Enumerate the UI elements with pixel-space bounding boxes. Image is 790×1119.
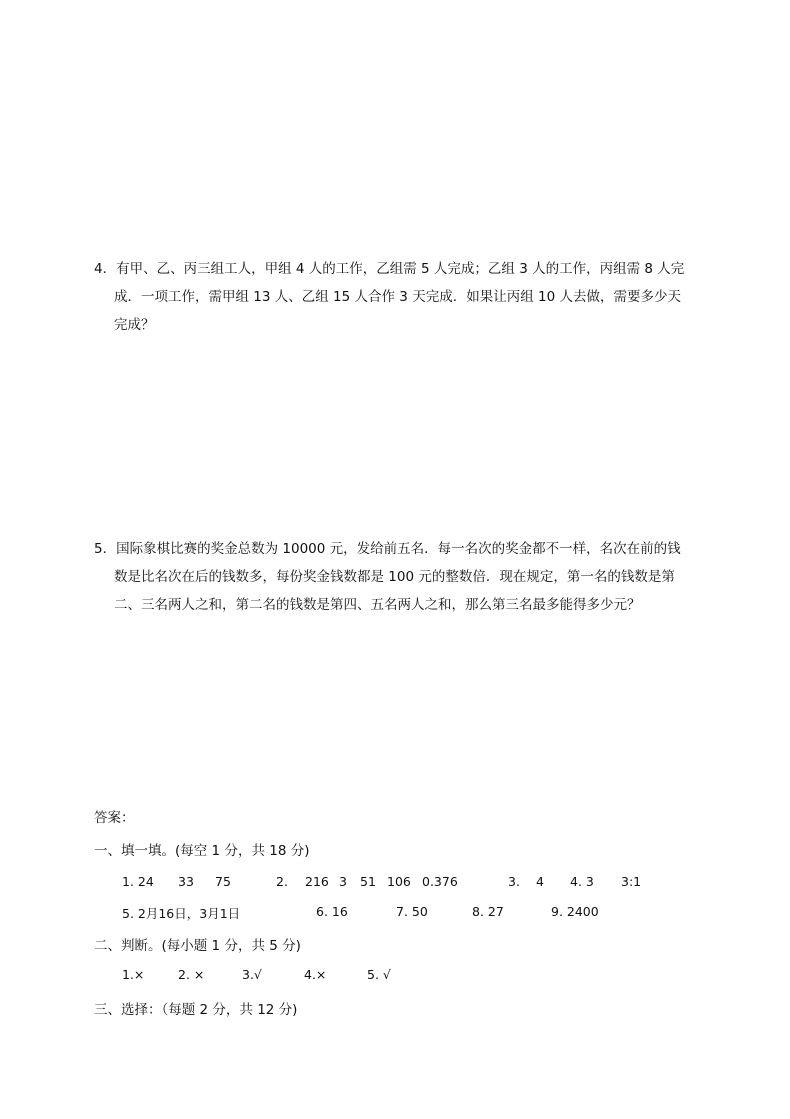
answer-item: 1. 24: [122, 874, 154, 889]
problem-text: 有甲、乙、丙三组工人，甲组 4 人的工作，乙组需 5 人完成；乙组 3 人的工作，丙组需 8 人完: [116, 261, 685, 277]
section3-title: 三、选择：（每题 2 分，共 12 分): [94, 1002, 298, 1018]
problem-number: 5．: [94, 541, 117, 557]
answer-item: 51: [360, 874, 376, 889]
problem-line: [94, 255, 714, 283]
answer-item: 4: [536, 874, 544, 889]
answer-item: 4. 3: [570, 874, 594, 889]
answer-item: 4.×: [304, 967, 327, 982]
answer-item: 0.376: [422, 874, 458, 889]
problem-text: 二、三名两人之和，第二名的钱数是第四、五名两人之和，那么第三名最多能得多少元？: [114, 597, 641, 613]
problem-line: [94, 283, 714, 311]
answer-item: 5. √: [367, 967, 391, 982]
answer-item: 106: [387, 874, 411, 889]
problem-5: [94, 535, 714, 619]
answer-item: 3: [339, 874, 347, 889]
problem-text: 国际象棋比赛的奖金总数为 10000 元，发给前五名．每一名次的奖金都不一样，名次在前的钱: [116, 541, 681, 557]
answer-item: 8. 27: [472, 904, 504, 919]
answer-item: 3:1: [621, 874, 642, 889]
answer-item: 3.√: [242, 967, 262, 982]
answer-item: 3.: [508, 874, 520, 889]
answer-item: 7. 50: [396, 904, 428, 919]
problem-line: [94, 535, 714, 563]
section2-title: 二、判断。(每小题 1 分，共 5 分): [94, 938, 301, 954]
answer-item: 2.: [276, 874, 288, 889]
answer-item: 6. 16: [316, 904, 348, 919]
problem-line: [94, 591, 714, 619]
problem-text: 完成？: [114, 317, 155, 333]
answer-item: 216: [305, 874, 329, 889]
answer-item: 1.×: [122, 967, 145, 982]
problem-line: [94, 563, 714, 591]
answers-heading: 答案：: [94, 810, 135, 826]
problem-text: 成．一项工作，需甲组 13 人、乙组 15 人合作 3 天完成．如果让丙组 10 人去做，需要多少天: [114, 289, 681, 305]
answer-item: 9. 2400: [551, 904, 599, 919]
answer-item: 75: [215, 874, 231, 889]
problem-number: 4．: [94, 261, 117, 277]
problem-line: [94, 311, 714, 339]
problem-4: [94, 255, 714, 339]
answer-item: 2. ×: [178, 967, 205, 982]
problem-text: 数是比名次在后的钱数多，每份奖金钱数都是 100 元的整数倍．现在规定，第一名的钱数是第: [114, 569, 675, 585]
section1-title: 一、填一填。(每空 1 分，共 18 分): [94, 843, 310, 859]
answer-item: 33: [178, 874, 194, 889]
answer-item: 5. 2月16日，3月1日: [122, 906, 241, 921]
